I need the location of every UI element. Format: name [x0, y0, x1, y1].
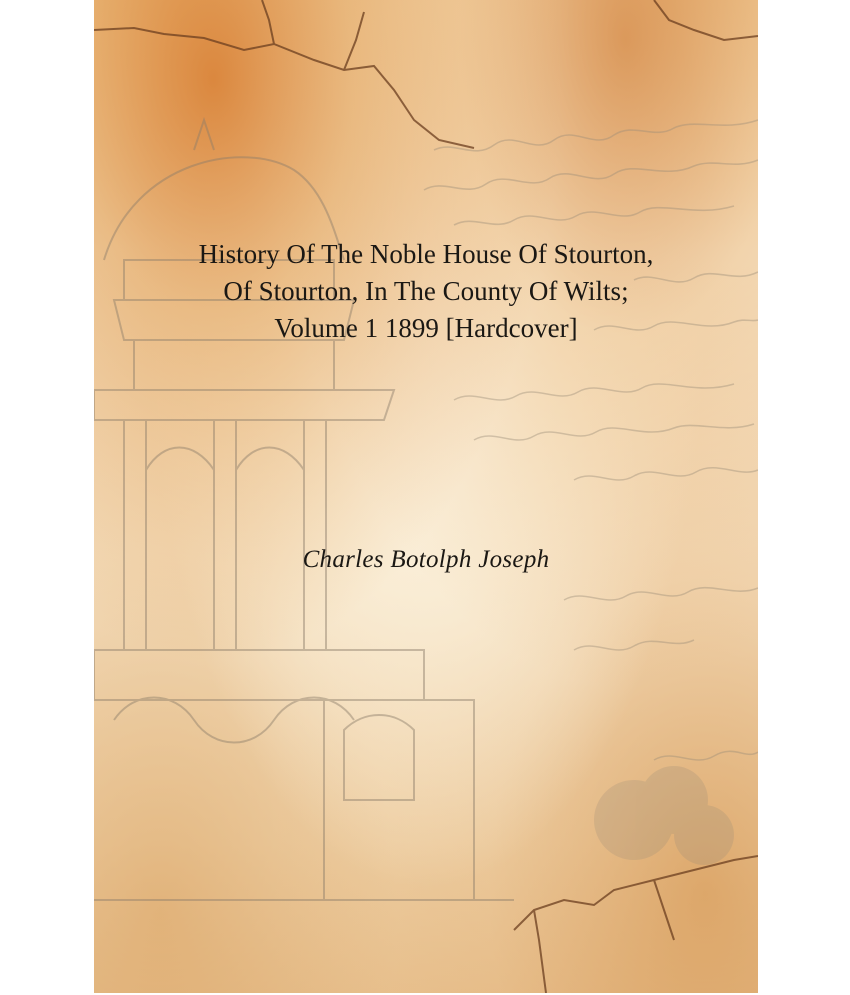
book-title: History Of The Noble House Of Stourton, Of Stourton, In The County Of Wilts; Volume 1 1899 [Hardcover] [198, 239, 654, 343]
tree-sketch-icon [594, 766, 734, 865]
book-author: Charles Botolph Joseph [302, 546, 550, 573]
faded-handwriting-icon [424, 120, 758, 760]
book-cover [94, 0, 758, 993]
background-art [94, 0, 758, 993]
